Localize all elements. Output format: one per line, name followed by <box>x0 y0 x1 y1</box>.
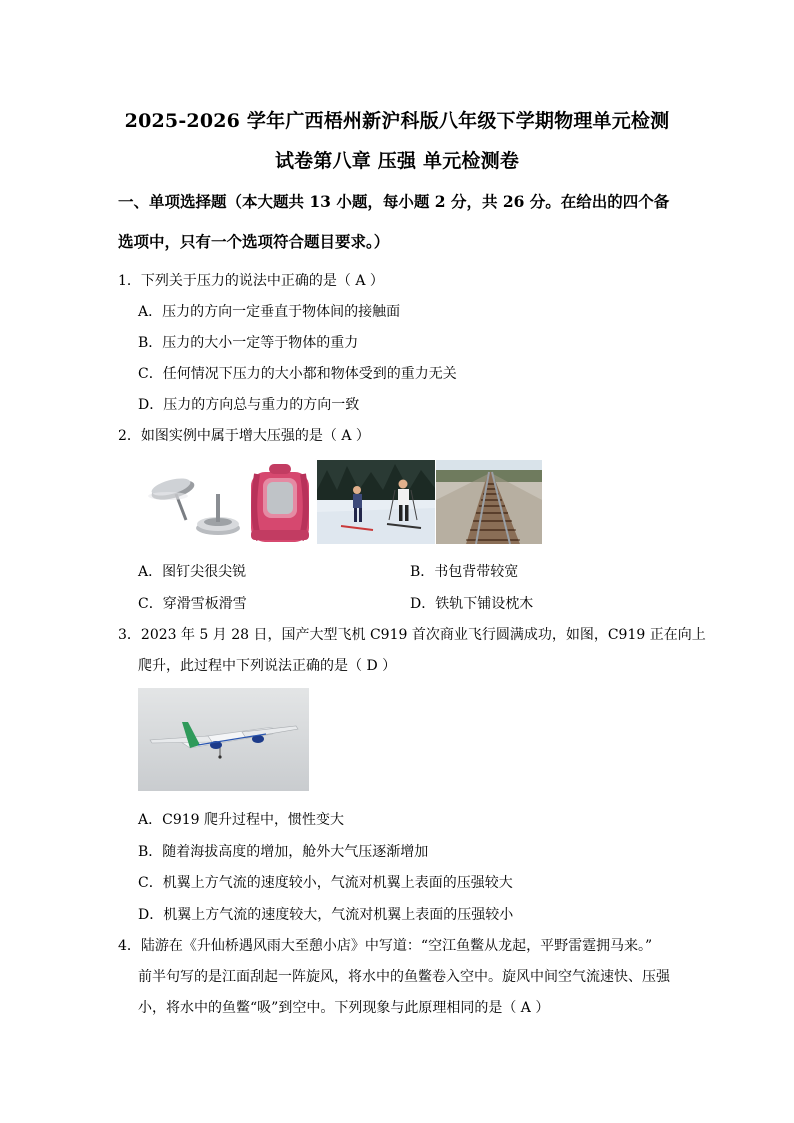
question-3-option-d: D．机翼上方气流的速度较大，气流对机翼上表面的压强较小 <box>138 907 514 923</box>
question-1-option-a: A．压力的方向一定垂直于物体间的接触面 <box>138 304 401 320</box>
airplane-image <box>138 688 309 791</box>
question-2-stem: 2．如图实例中属于增大压强的是（ A ） <box>118 428 370 444</box>
question-1-stem: 1．下列关于压力的说法中正确的是（ A ） <box>118 273 384 289</box>
question-2-option-a: A．图钉尖很尖锐 <box>138 564 247 580</box>
question-1-option-b: B．压力的大小一定等于物体的重力 <box>138 335 359 351</box>
question-3-option-c: C．机翼上方气流的速度较小，气流对机翼上表面的压强较大 <box>138 875 513 891</box>
question-4-stem-line2: 前半句写的是江面刮起一阵旋风，将水中的鱼鳖卷入空中。旋风中间空气流速快、压强 <box>138 969 670 985</box>
document-title-line2: 试卷第八章 压强 单元检测卷 <box>274 150 520 172</box>
question-2-option-c: C．穿滑雪板滑雪 <box>138 596 247 612</box>
question-1-option-c: C．任何情况下压力的大小都和物体受到的重力无关 <box>138 366 457 382</box>
skiing-image <box>317 460 435 544</box>
question-1-option-d: D．压力的方向总与重力的方向一致 <box>138 397 360 413</box>
railway-image <box>436 460 542 544</box>
question-3-stem-line2: 爬升，此过程中下列说法正确的是（ D ） <box>138 658 397 674</box>
question-4-stem-line3: 小，将水中的鱼鳖“吸”到空中。下列现象与此原理相同的是（ A ） <box>138 1000 550 1016</box>
document-title-line1: 2025-2026 学年广西梧州新沪科版八年级下学期物理单元检测 <box>124 110 670 132</box>
section-heading-line1: 一、单项选择题（本大题共 13 小题，每小题 2 分，共 26 分。在给出的四个备 <box>118 192 670 211</box>
question-3-option-b: B．随着海拔高度的增加，舱外大气压逐渐增加 <box>138 844 429 860</box>
question-2-option-b: B．书包背带较宽 <box>410 564 519 580</box>
section-heading-line2: 选项中，只有一个选项符合题目要求。） <box>118 232 390 251</box>
question-2-option-d: D．铁轨下铺设枕木 <box>410 596 534 612</box>
question-3-stem-line1: 3．2023 年 5 月 28 日，国产大型飞机 C919 首次商业飞行圆满成功，如图，C919 正在向上 <box>118 627 706 643</box>
question-4-stem-line1: 4．陆游在《升仙桥遇风雨大至憩小店》中写道：“空江鱼鳖从龙起，平野雷霆拥马来。” <box>118 938 653 954</box>
backpack-image <box>243 460 317 544</box>
question-3-option-a: A．C919 爬升过程中，惯性变大 <box>138 812 344 828</box>
thumbtack-image <box>138 460 244 544</box>
section-heading <box>118 182 688 262</box>
